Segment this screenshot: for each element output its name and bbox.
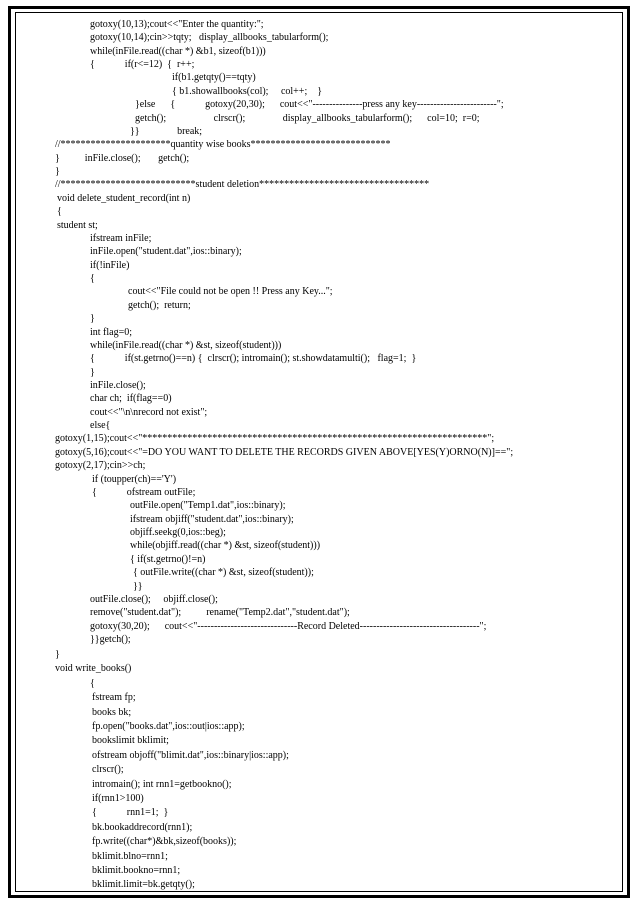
code-line: } inFile.close(); getch(); (55, 153, 190, 164)
code-line: gotoxy(30,20); cout<<"------------------------------Record Deleted------------------------------------"; (90, 621, 487, 632)
code-line: { (57, 206, 62, 217)
code-line: fp.write((char*)&bk,sizeof(books)); (92, 836, 237, 847)
code-line: gotoxy(2,17);cin>>ch; (55, 460, 146, 471)
code-line: if (toupper(ch)=='Y') (92, 474, 177, 485)
code-line: //***************************student deletion********************************** (55, 179, 430, 190)
code-line: bookslimit bklimit; (92, 735, 169, 746)
code-line: outFile.close(); objiff.close(); (90, 594, 218, 605)
code-line: { outFile.write((char *) &st, sizeof(student)); (133, 567, 314, 578)
code-line: { ofstream outFile; (92, 487, 196, 498)
code-line: books bk; (92, 707, 132, 718)
code-line: } (90, 313, 95, 324)
code-line: if(rnn1>100) (92, 793, 144, 804)
code-line: }} (133, 581, 143, 592)
code-line: gotoxy(10,14);cin>>tqty; display_allbooks_tabularform(); (90, 32, 329, 43)
code-line: else{ (90, 420, 111, 431)
code-line: } (55, 166, 60, 177)
code-line: inFile.close(); (90, 380, 146, 391)
code-line: while(inFile.read((char *) &b1, sizeof(b1))) (90, 46, 266, 57)
code-line: { (90, 273, 95, 284)
code-line: }}getch(); (90, 634, 131, 645)
code-line: getch(); clrscr(); display_allbooks_tabularform(); col=10; r=0; (135, 113, 480, 124)
code-line: remove("student.dat"); rename("Temp2.dat","student.dat"); (90, 607, 350, 618)
code-line: gotoxy(1,15);cout<<"*********************************************************************"; (55, 433, 495, 444)
code-line: char ch; if(flag==0) (90, 393, 172, 404)
code-line: fp.open("books.dat",ios::out|ios::app); (92, 721, 245, 732)
code-line: getch(); return; (128, 300, 191, 311)
code-line: ofstream objoff("blimit.dat",ios::binary|ios::app); (92, 750, 289, 761)
code-line: //**********************quantity wise books**************************** (55, 139, 391, 150)
code-line: } (90, 367, 95, 378)
code-line: void delete_student_record(int n) (57, 193, 191, 204)
code-line: if(b1.getqty()==tqty) (172, 72, 256, 83)
code-line: }else { gotoxy(20,30); cout<<"---------------press any key------------------------"; (135, 99, 504, 110)
code-line: ifstream inFile; (90, 233, 152, 244)
code-line: cout<<"\n\nrecord not exist"; (90, 407, 208, 418)
code-line: inFile.open("student.dat",ios::binary); (90, 246, 242, 257)
code-line: if(!inFile) (90, 260, 130, 271)
code-line: while(inFile.read((char *) &st, sizeof(student))) (90, 340, 282, 351)
code-line: bklimit.blno=rnn1; (92, 851, 168, 862)
code-line: outFile.open("Temp1.dat",ios::binary); (130, 500, 286, 511)
code-line: int flag=0; (90, 327, 133, 338)
code-line: }} break; (130, 126, 203, 137)
code-line: clrscr(); (92, 764, 124, 775)
code-line: { if(r<=12) { r++; (90, 59, 195, 70)
code-line: { b1.showallbooks(col); col++; } (172, 86, 323, 97)
code-line: { if(st.getrno()!=n) (130, 554, 206, 565)
code-line: fstream fp; (92, 692, 136, 703)
code-line: bklimit.bookno=rnn1; (92, 865, 181, 876)
code-line: } (55, 649, 60, 660)
code-line: while(objiff.read((char *) &st, sizeof(student))) (130, 540, 321, 551)
code-line: void write_books() (55, 663, 132, 674)
code-line: objiff.seekg(0,ios::beg); (130, 527, 226, 538)
code-line: bk.bookaddrecord(rnn1); (92, 822, 193, 833)
code-line: bklimit.limit=bk.getqty(); (92, 879, 195, 890)
code-line: cout<<"File could not be open !! Press any Key..."; (128, 286, 333, 297)
code-line: intromain(); int rnn1=getbookno(); (92, 779, 232, 790)
code-line: { (90, 678, 95, 689)
code-line: { if(st.getrno()==n) { clrscr(); intromain(); st.showdatamulti(); flag=1; } (90, 353, 417, 364)
code-line: gotoxy(5,16);cout<<"=DO YOU WANT TO DELETE THE RECORDS GIVEN ABOVE[YES(Y)ORNO(N)]=="; (55, 447, 514, 458)
code-line: student st; (57, 220, 98, 231)
code-line: { rnn1=1; } (92, 807, 169, 818)
code-line: gotoxy(10,13);cout<<"Enter the quantity:"; (90, 19, 264, 30)
code-line: ifstream objiff("student.dat",ios::binary); (130, 514, 294, 525)
